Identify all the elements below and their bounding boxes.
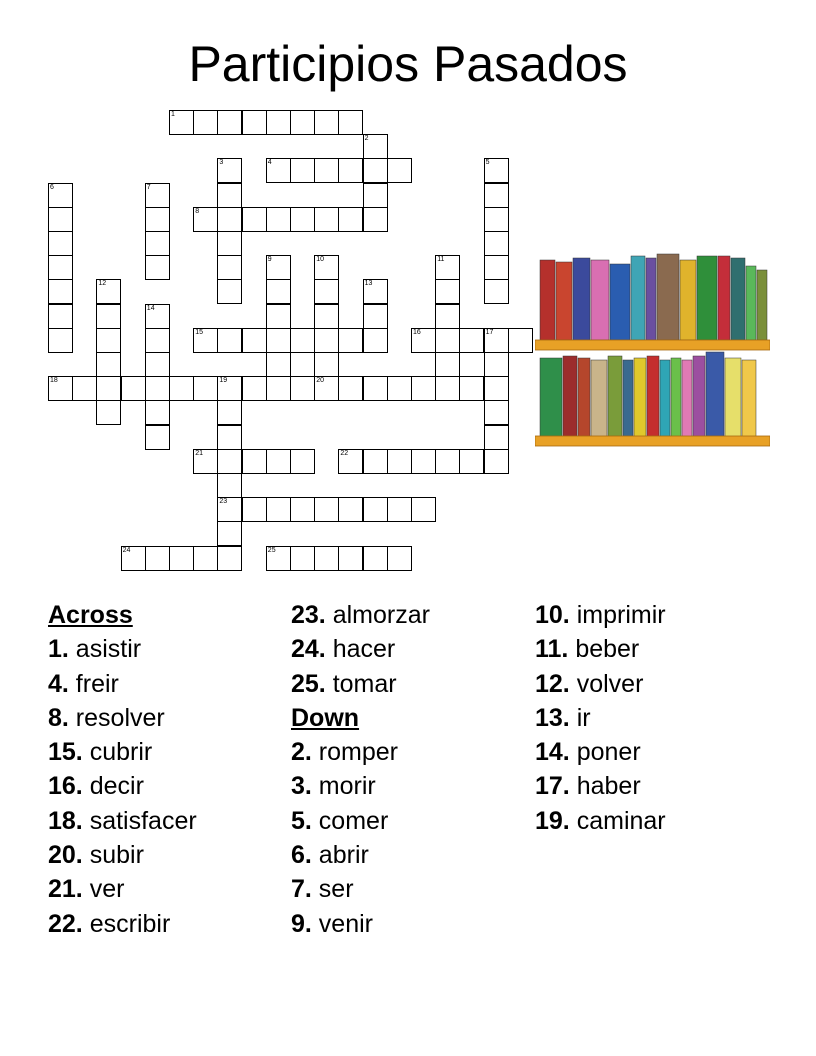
grid-cell[interactable] (121, 376, 146, 401)
clue-number: 17 (485, 328, 494, 336)
clue-text: caminar (569, 806, 666, 835)
grid-cell[interactable] (338, 110, 363, 135)
grid-cell[interactable] (193, 376, 218, 401)
grid-cell[interactable] (314, 352, 339, 377)
grid-cell[interactable] (338, 497, 363, 522)
grid-cell[interactable] (387, 497, 412, 522)
grid-cell[interactable] (314, 304, 339, 329)
clue-number: 16 (413, 328, 421, 336)
clue-text: satisfacer (82, 806, 197, 835)
grid-cell[interactable] (314, 279, 339, 304)
grid-cell[interactable] (48, 231, 73, 256)
grid-cell[interactable] (290, 497, 315, 522)
grid-cell[interactable] (459, 328, 484, 353)
clue-number-label: 13. (535, 703, 570, 732)
grid-cell[interactable] (217, 255, 242, 280)
grid-cell[interactable] (266, 158, 291, 183)
grid-cell[interactable] (217, 183, 242, 208)
clue-item (48, 907, 197, 941)
grid-cell[interactable] (290, 449, 315, 474)
grid-cell[interactable] (363, 546, 388, 571)
grid-cell[interactable] (363, 158, 388, 183)
grid-cell[interactable] (242, 207, 267, 232)
grid-cell[interactable] (193, 328, 218, 353)
clue-text: ver (82, 875, 125, 904)
grid-cell[interactable] (217, 400, 242, 425)
grid-cell[interactable] (387, 158, 412, 183)
grid-cell[interactable] (145, 231, 170, 256)
clue-number-label: 9. (291, 909, 312, 938)
across-heading: Across (48, 601, 133, 629)
grid-cell[interactable] (96, 352, 121, 377)
grid-cell[interactable] (459, 449, 484, 474)
clue-number-label: 18. (48, 806, 83, 835)
clue-item (48, 735, 197, 769)
clue-number-label: 23. (291, 601, 326, 629)
grid-cell[interactable] (338, 546, 363, 571)
grid-cell[interactable] (242, 110, 267, 135)
grid-cell[interactable] (484, 425, 509, 450)
clue-item (291, 769, 430, 803)
grid-cell[interactable] (484, 255, 509, 280)
grid-cell[interactable] (217, 473, 242, 498)
grid-cell[interactable] (290, 328, 315, 353)
grid-cell[interactable] (72, 376, 97, 401)
clue-text: decir (82, 772, 144, 801)
clue-number-label: 22. (48, 909, 83, 938)
bottom-shelf-board (535, 436, 770, 446)
clue-item (291, 838, 430, 872)
clues-column-2 (291, 598, 430, 941)
grid-cell[interactable] (96, 376, 121, 401)
clue-number: 5 (485, 159, 490, 167)
clue-item (48, 701, 197, 735)
grid-cell[interactable] (266, 497, 291, 522)
grid-cell[interactable] (48, 304, 73, 329)
clue-number: 9 (267, 256, 272, 264)
down-clue-list (291, 735, 430, 941)
clue-number-label: 3. (291, 772, 312, 801)
grid-cell[interactable] (242, 497, 267, 522)
clue-text: abrir (311, 841, 369, 870)
grid-cell[interactable] (314, 497, 339, 522)
grid-cell[interactable] (484, 449, 509, 474)
grid-cell[interactable] (193, 110, 218, 135)
grid-cell[interactable] (217, 231, 242, 256)
grid-cell[interactable] (266, 352, 291, 377)
clue-number: 22 (340, 449, 349, 457)
top-shelf-board (535, 340, 770, 350)
grid-cell[interactable] (290, 207, 315, 232)
grid-cell[interactable] (242, 376, 267, 401)
grid-cell[interactable] (96, 304, 121, 329)
clue-number: 1 (171, 111, 175, 118)
bottom-shelf-books (540, 352, 756, 438)
clue-text: tomar (325, 669, 397, 698)
grid-cell[interactable] (484, 279, 509, 304)
clue-text: resolver (68, 703, 165, 732)
clue-number: 3 (219, 159, 224, 167)
grid-cell[interactable] (314, 255, 339, 280)
grid-cell[interactable] (411, 449, 436, 474)
clue-number-label: 12. (535, 669, 570, 698)
grid-cell[interactable] (266, 546, 291, 571)
clue-number: 6 (50, 183, 54, 191)
grid-cell[interactable] (266, 449, 291, 474)
clue-number: 2 (364, 135, 369, 143)
grid-cell[interactable] (363, 328, 388, 353)
top-shelf-books (540, 254, 767, 340)
grid-cell[interactable] (266, 376, 291, 401)
clues-column-1 (48, 598, 197, 941)
clue-item (291, 907, 430, 941)
grid-cell[interactable] (217, 376, 242, 401)
grid-cell[interactable] (338, 158, 363, 183)
grid-cell[interactable] (363, 279, 388, 304)
grid-cell[interactable] (217, 158, 242, 183)
grid-cell[interactable] (338, 328, 363, 353)
grid-cell[interactable] (484, 400, 509, 425)
grid-cell[interactable] (435, 376, 460, 401)
clue-text: escribir (82, 909, 171, 938)
clue-item (535, 735, 666, 769)
grid-cell[interactable] (145, 352, 170, 377)
clue-item (535, 632, 666, 666)
clue-number: 12 (98, 280, 107, 288)
clue-item (535, 667, 666, 701)
clue-text: asistir (68, 635, 142, 664)
grid-cell[interactable] (387, 546, 412, 571)
clue-item (48, 667, 197, 701)
clue-number: 21 (195, 449, 203, 457)
clue-text: beber (568, 635, 640, 664)
clue-text: hacer (325, 635, 396, 664)
grid-cell[interactable] (363, 449, 388, 474)
clue-number: 10 (316, 256, 324, 264)
grid-cell[interactable] (217, 497, 242, 522)
grid-cell[interactable] (411, 376, 436, 401)
grid-cell[interactable] (145, 546, 170, 571)
grid-cell[interactable] (145, 328, 170, 353)
clue-number-label: 24. (291, 635, 326, 664)
clue-number: 24 (122, 546, 131, 554)
clue-number-label: 16. (48, 772, 83, 801)
clue-number: 15 (195, 328, 203, 336)
clue-text: ir (569, 703, 591, 732)
grid-cell[interactable] (290, 158, 315, 183)
down-heading: Down (291, 703, 360, 732)
grid-cell[interactable] (508, 328, 533, 353)
grid-cell[interactable] (435, 328, 460, 353)
grid-cell[interactable] (217, 449, 242, 474)
grid-cell[interactable] (169, 110, 194, 135)
clue-text: ser (311, 875, 354, 904)
grid-cell[interactable] (338, 376, 363, 401)
grid-cell[interactable] (217, 546, 242, 571)
clue-number: 14 (146, 304, 155, 312)
clue-text: freir (68, 669, 119, 698)
grid-cell[interactable] (266, 328, 291, 353)
clue-item (535, 598, 666, 632)
grid-cell[interactable] (459, 376, 484, 401)
grid-cell[interactable] (145, 207, 170, 232)
grid-cell[interactable] (145, 304, 170, 329)
grid-cell[interactable] (338, 449, 363, 474)
clue-text: poner (569, 738, 641, 767)
clue-number-label: 6. (291, 841, 312, 870)
grid-cell[interactable] (217, 110, 242, 135)
clue-item (291, 804, 430, 838)
clue-item (535, 804, 666, 838)
grid-cell[interactable] (435, 279, 460, 304)
grid-cell[interactable] (48, 255, 73, 280)
grid-cell[interactable] (435, 449, 460, 474)
grid-cell[interactable] (314, 207, 339, 232)
clue-text: subir (82, 841, 144, 870)
grid-cell[interactable] (314, 546, 339, 571)
grid-cell[interactable] (363, 497, 388, 522)
grid-cell[interactable] (314, 158, 339, 183)
grid-cell[interactable] (48, 207, 73, 232)
grid-cell[interactable] (48, 328, 73, 353)
clue-number: 4 (267, 159, 272, 167)
clue-text: comer (311, 806, 389, 835)
clue-number: 23 (219, 498, 228, 506)
clue-number-label: 14. (535, 738, 570, 767)
clue-number-label: 19. (535, 806, 570, 835)
clue-number: 7 (146, 183, 151, 191)
grid-cell[interactable] (145, 425, 170, 450)
grid-cell[interactable] (484, 328, 509, 353)
grid-cell[interactable] (48, 279, 73, 304)
clue-item (291, 598, 430, 632)
grid-cell[interactable] (435, 255, 460, 280)
clue-number: 8 (195, 207, 200, 215)
clue-text: cubrir (82, 738, 153, 767)
clue-item (48, 804, 197, 838)
grid-cell[interactable] (266, 255, 291, 280)
clue-number-label: 25. (291, 669, 326, 698)
clue-item (291, 667, 430, 701)
grid-cell[interactable] (96, 400, 121, 425)
grid-cell[interactable] (411, 497, 436, 522)
grid-cell[interactable] (266, 110, 291, 135)
grid-cell[interactable] (145, 376, 170, 401)
grid-cell[interactable] (484, 158, 509, 183)
grid-cell[interactable] (484, 376, 509, 401)
clue-number: 13 (364, 280, 373, 288)
grid-cell[interactable] (217, 328, 242, 353)
grid-cell[interactable] (48, 183, 73, 208)
clue-text: venir (311, 909, 373, 938)
grid-cell[interactable] (96, 328, 121, 353)
grid-cell[interactable] (242, 449, 267, 474)
clue-item (535, 701, 666, 735)
grid-cell[interactable] (96, 279, 121, 304)
clue-number-label: 4. (48, 669, 69, 698)
clue-number: 25 (267, 546, 276, 554)
grid-cell[interactable] (145, 255, 170, 280)
down-clue-list-continued (535, 598, 666, 838)
grid-cell[interactable] (363, 304, 388, 329)
clue-number: 11 (437, 256, 445, 264)
clue-number: 20 (316, 377, 324, 385)
grid-cell[interactable] (314, 110, 339, 135)
clue-text: haber (569, 772, 641, 801)
clue-number-label: 21. (48, 875, 83, 904)
clue-item (48, 769, 197, 803)
clue-number-label: 11. (535, 635, 569, 664)
grid-cell[interactable] (363, 376, 388, 401)
grid-cell[interactable] (217, 207, 242, 232)
grid-cell[interactable] (363, 183, 388, 208)
grid-cell[interactable] (145, 183, 170, 208)
clue-item (291, 872, 430, 906)
clue-number-label: 8. (48, 703, 69, 732)
clue-item (291, 735, 430, 769)
grid-cell[interactable] (193, 207, 218, 232)
clue-item (48, 872, 197, 906)
grid-cell[interactable] (363, 207, 388, 232)
clue-number-label: 15. (48, 738, 83, 767)
grid-cell[interactable] (48, 376, 73, 401)
clue-item (291, 632, 430, 666)
bookshelf-illustration (535, 250, 770, 450)
grid-cell[interactable] (484, 352, 509, 377)
clues-column-3 (535, 598, 666, 838)
grid-cell[interactable] (484, 231, 509, 256)
grid-cell[interactable] (217, 521, 242, 546)
grid-cell[interactable] (266, 304, 291, 329)
grid-cell[interactable] (435, 352, 460, 377)
grid-cell[interactable] (363, 134, 388, 159)
grid-cell[interactable] (121, 546, 146, 571)
clue-text: almorzar (325, 601, 430, 629)
grid-cell[interactable] (193, 449, 218, 474)
clue-text: morir (311, 772, 376, 801)
clue-item (535, 769, 666, 803)
across-clue-list (48, 632, 197, 941)
grid-cell[interactable] (193, 546, 218, 571)
clue-number-label: 2. (291, 738, 312, 767)
across-clue-list-continued (291, 598, 430, 701)
grid-cell[interactable] (217, 425, 242, 450)
grid-cell[interactable] (387, 376, 412, 401)
grid-cell[interactable] (290, 546, 315, 571)
clue-number-label: 1. (48, 635, 69, 664)
grid-cell[interactable] (266, 207, 291, 232)
grid-cell[interactable] (145, 400, 170, 425)
grid-cell[interactable] (290, 110, 315, 135)
clue-text: imprimir (569, 601, 666, 629)
clue-number-label: 17. (535, 772, 570, 801)
clue-number: 19 (219, 377, 228, 385)
grid-cell[interactable] (484, 207, 509, 232)
grid-cell[interactable] (169, 376, 194, 401)
clue-number-label: 10. (535, 601, 570, 629)
clue-number-label: 20. (48, 841, 83, 870)
grid-cell[interactable] (169, 546, 194, 571)
grid-cell[interactable] (290, 376, 315, 401)
clue-text: volver (569, 669, 644, 698)
grid-cell[interactable] (387, 449, 412, 474)
grid-cell[interactable] (314, 328, 339, 353)
clue-item (48, 632, 197, 666)
grid-cell[interactable] (314, 376, 339, 401)
grid-cell[interactable] (411, 328, 436, 353)
grid-cell[interactable] (338, 207, 363, 232)
grid-cell[interactable] (266, 279, 291, 304)
page-title: Participios Pasados (188, 36, 628, 92)
clue-item (48, 838, 197, 872)
grid-cell[interactable] (435, 304, 460, 329)
clue-text: romper (311, 738, 398, 767)
grid-cell[interactable] (217, 279, 242, 304)
clue-number-label: 5. (291, 806, 312, 835)
grid-cell[interactable] (242, 328, 267, 353)
grid-cell[interactable] (484, 183, 509, 208)
clue-number: 18 (50, 377, 58, 385)
clue-number-label: 7. (291, 875, 312, 904)
